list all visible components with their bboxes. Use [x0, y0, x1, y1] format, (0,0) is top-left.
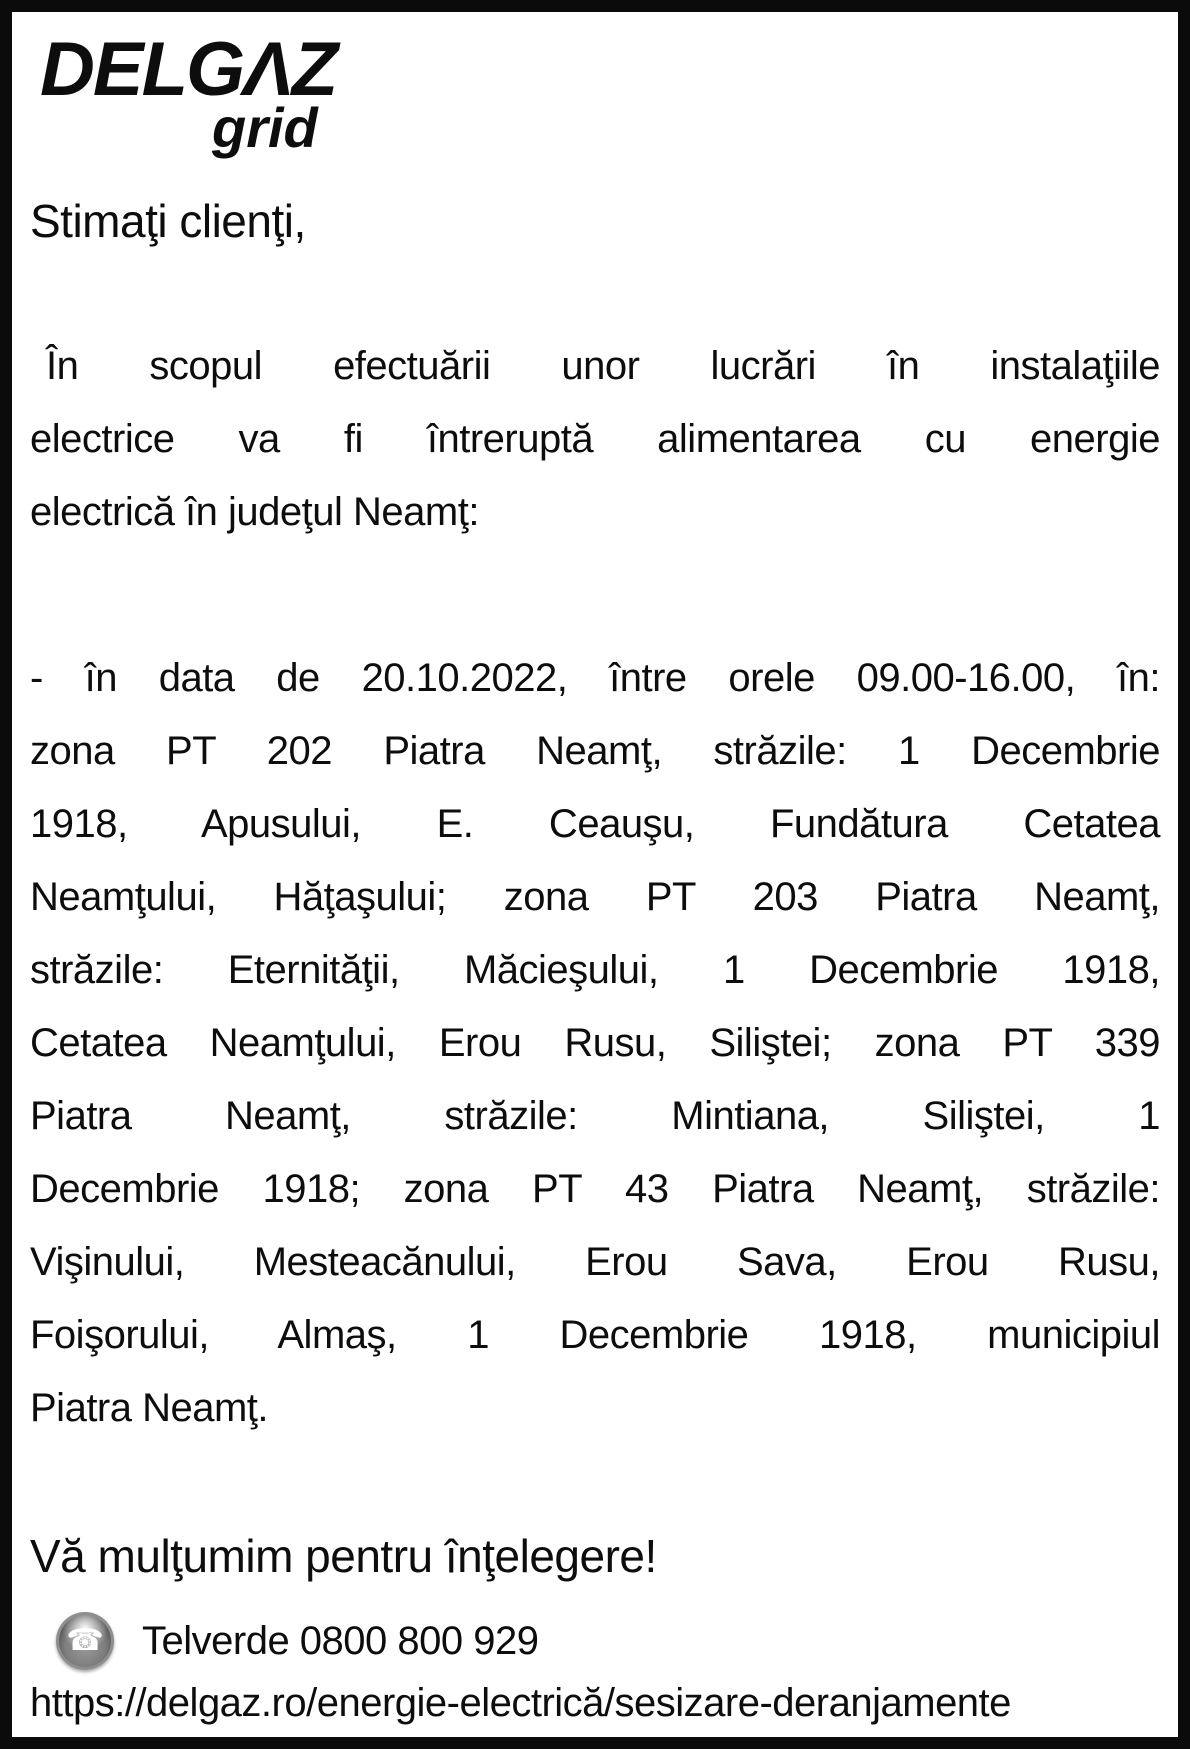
text-line: 1918, Apusului, E. Ceauşu, Fundătura Cetatea: [30, 802, 1160, 846]
text-line: Foişorului, Almaş, 1 Decembrie 1918, municipiul: [30, 1313, 1160, 1357]
text-line: - în data de 20.10.2022, între orele 09.00-16.00, în:: [30, 656, 1160, 700]
text-line: Vişinului, Mesteacănului, Erou Sava, Erou Rusu,: [30, 1240, 1160, 1284]
text-line: electrice va fi întreruptă alimentarea cu energie: [30, 417, 1160, 461]
text-line: Piatra Neamţ, străzile: Mintiana, Siliştei, 1: [30, 1094, 1160, 1138]
closing-thanks-text: Vă mulţumim pentru înţelegere!: [30, 1530, 657, 1582]
text-line: Neamţului, Hăţaşului; zona PT 203 Piatra Neamţ,: [30, 875, 1160, 919]
complaints-url: https://delgaz.ro/energie-electrică/sesizare-deranjamente: [30, 1681, 1011, 1725]
logo-sub-wordmark: grid: [212, 96, 318, 159]
text-line: Cetatea Neamţului, Erou Rusu, Siliştei; zona PT 339: [30, 1021, 1160, 1065]
delgaz-grid-logo: [40, 27, 380, 159]
telverde-phone-number: Telverde 0800 800 929: [142, 1618, 539, 1663]
text-line: În scopul efectuării unor lucrări în instalaţiile: [46, 344, 1160, 388]
text-line: străzile: Eternităţii, Măcieşului, 1 Decembrie 1918,: [30, 948, 1160, 992]
text-line: zona PT 202 Piatra Neamţ, străzile: 1 Decembrie: [30, 729, 1160, 773]
phone-icon: ☎: [56, 1612, 114, 1670]
outage-details-paragraph: [30, 642, 1160, 1445]
logo-wordmark: DELGΛZ: [40, 27, 337, 112]
text-line: Decembrie 1918; zona PT 43 Piatra Neamţ, străzile:: [30, 1167, 1160, 1211]
text-line: Piatra Neamţ.: [30, 1386, 269, 1430]
text-line: electrică în judeţul Neamţ:: [30, 490, 479, 534]
intro-paragraph: [30, 330, 1160, 549]
phone-contact-row: [30, 1611, 1160, 1671]
salutation-text: Stimaţi clienţi,: [30, 195, 306, 247]
